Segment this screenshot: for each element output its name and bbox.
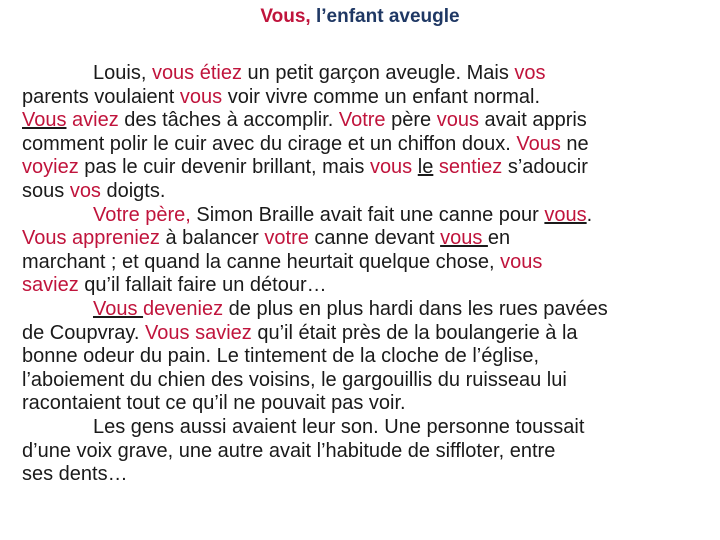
text-segment: . — [586, 203, 593, 226]
highlighted-word: le — [417, 156, 434, 179]
text-line — [22, 369, 712, 393]
text-segment: canne devant — [308, 227, 441, 250]
highlighted-word: aviez — [72, 109, 119, 132]
title-highlight: Vous, — [260, 6, 311, 27]
text-segment: bonne odeur du pain. Le tintement de la cloche de l’église, — [22, 345, 540, 368]
text-line — [22, 322, 712, 346]
text-segment: comment polir le cuir avec du cirage et un chiffon doux. — [22, 132, 517, 155]
highlighted-word: vous — [179, 85, 223, 108]
highlighted-word: Vous — [93, 297, 144, 320]
text-segment: parents voulaient — [22, 85, 180, 108]
highlighted-word: appreniez — [72, 227, 160, 250]
highlighted-word: deveniez — [143, 297, 224, 320]
text-line — [22, 392, 712, 416]
text-line — [22, 298, 712, 322]
text-segment: ne — [560, 132, 589, 155]
document-body — [22, 62, 712, 487]
text-segment: doigts. — [100, 179, 166, 202]
text-segment: père — [385, 109, 437, 132]
highlighted-word: Vous — [516, 132, 561, 155]
text-segment: pas le cuir devenir brillant, mais — [78, 156, 370, 179]
highlighted-word: vos — [514, 62, 546, 84]
text-segment: de Coupvray. — [22, 321, 146, 344]
text-segment: Simon Braille avait fait une canne pour — [190, 203, 545, 226]
highlighted-word: Vous — [22, 109, 67, 132]
highlighted-word: vous — [544, 203, 587, 226]
text-segment: en — [487, 227, 511, 250]
highlighted-word: vous — [440, 227, 488, 250]
text-segment: de plus en plus hardi dans les rues pavées — [223, 297, 608, 320]
highlighted-word: vous — [436, 109, 479, 132]
title-text: l’enfant aveugle — [316, 6, 460, 27]
highlighted-word: vos — [69, 179, 101, 202]
highlighted-word: Votre — [338, 109, 386, 132]
text-segment: s’adoucir — [502, 156, 588, 179]
text-segment: à balancer — [159, 227, 265, 250]
text-line — [22, 440, 712, 464]
document-title — [0, 4, 720, 30]
text-line — [22, 156, 712, 180]
text-line — [22, 251, 712, 275]
text-line — [22, 204, 712, 228]
text-segment: ses dents… — [22, 463, 128, 486]
highlighted-word: sentiez — [438, 156, 503, 179]
highlighted-word: Vous saviez — [145, 321, 252, 344]
highlighted-word: voyiez — [22, 156, 79, 179]
highlighted-word: saviez — [22, 274, 79, 297]
text-line — [22, 109, 712, 133]
text-segment: sous — [22, 179, 70, 202]
text-segment: racontaient tout ce qu’il ne pouvait pas voir. — [22, 392, 406, 415]
text-segment: qu’il fallait faire un détour… — [78, 274, 327, 297]
text-segment: Louis, — [93, 62, 152, 84]
text-segment: Les gens aussi avaient leur son. Une personne toussait — [93, 415, 585, 438]
highlighted-word: vous — [500, 250, 543, 273]
text-segment: d’une voix grave, une autre avait l’habitude de siffloter, entre — [22, 439, 556, 462]
highlighted-word: votre — [264, 227, 309, 250]
text-segment: un petit garçon aveugle. Mais — [242, 62, 515, 84]
text-segment: qu’il était près de la boulangerie à la — [251, 321, 578, 344]
text-line — [22, 180, 712, 204]
text-line — [22, 133, 712, 157]
highlighted-word: vous — [369, 156, 413, 179]
text-line — [22, 345, 712, 369]
highlighted-word: étiez — [199, 62, 242, 84]
text-line — [22, 274, 712, 298]
text-line — [22, 227, 712, 251]
text-line — [22, 416, 712, 440]
text-line — [22, 62, 712, 86]
highlighted-word: Votre père, — [93, 203, 191, 226]
text-segment: des tâches à accomplir. — [118, 109, 339, 132]
highlighted-word: Vous — [22, 227, 67, 250]
highlighted-word: vous — [151, 62, 195, 84]
text-segment: l’aboiement du chien des voisins, le gargouillis du ruisseau lui — [22, 368, 567, 391]
text-segment: voir vivre comme un enfant normal. — [222, 85, 541, 108]
text-line — [22, 86, 712, 110]
text-line — [22, 463, 712, 487]
text-segment: avait appris — [478, 109, 587, 132]
text-segment: marchant ; et quand la canne heurtait quelque chose, — [22, 250, 501, 273]
